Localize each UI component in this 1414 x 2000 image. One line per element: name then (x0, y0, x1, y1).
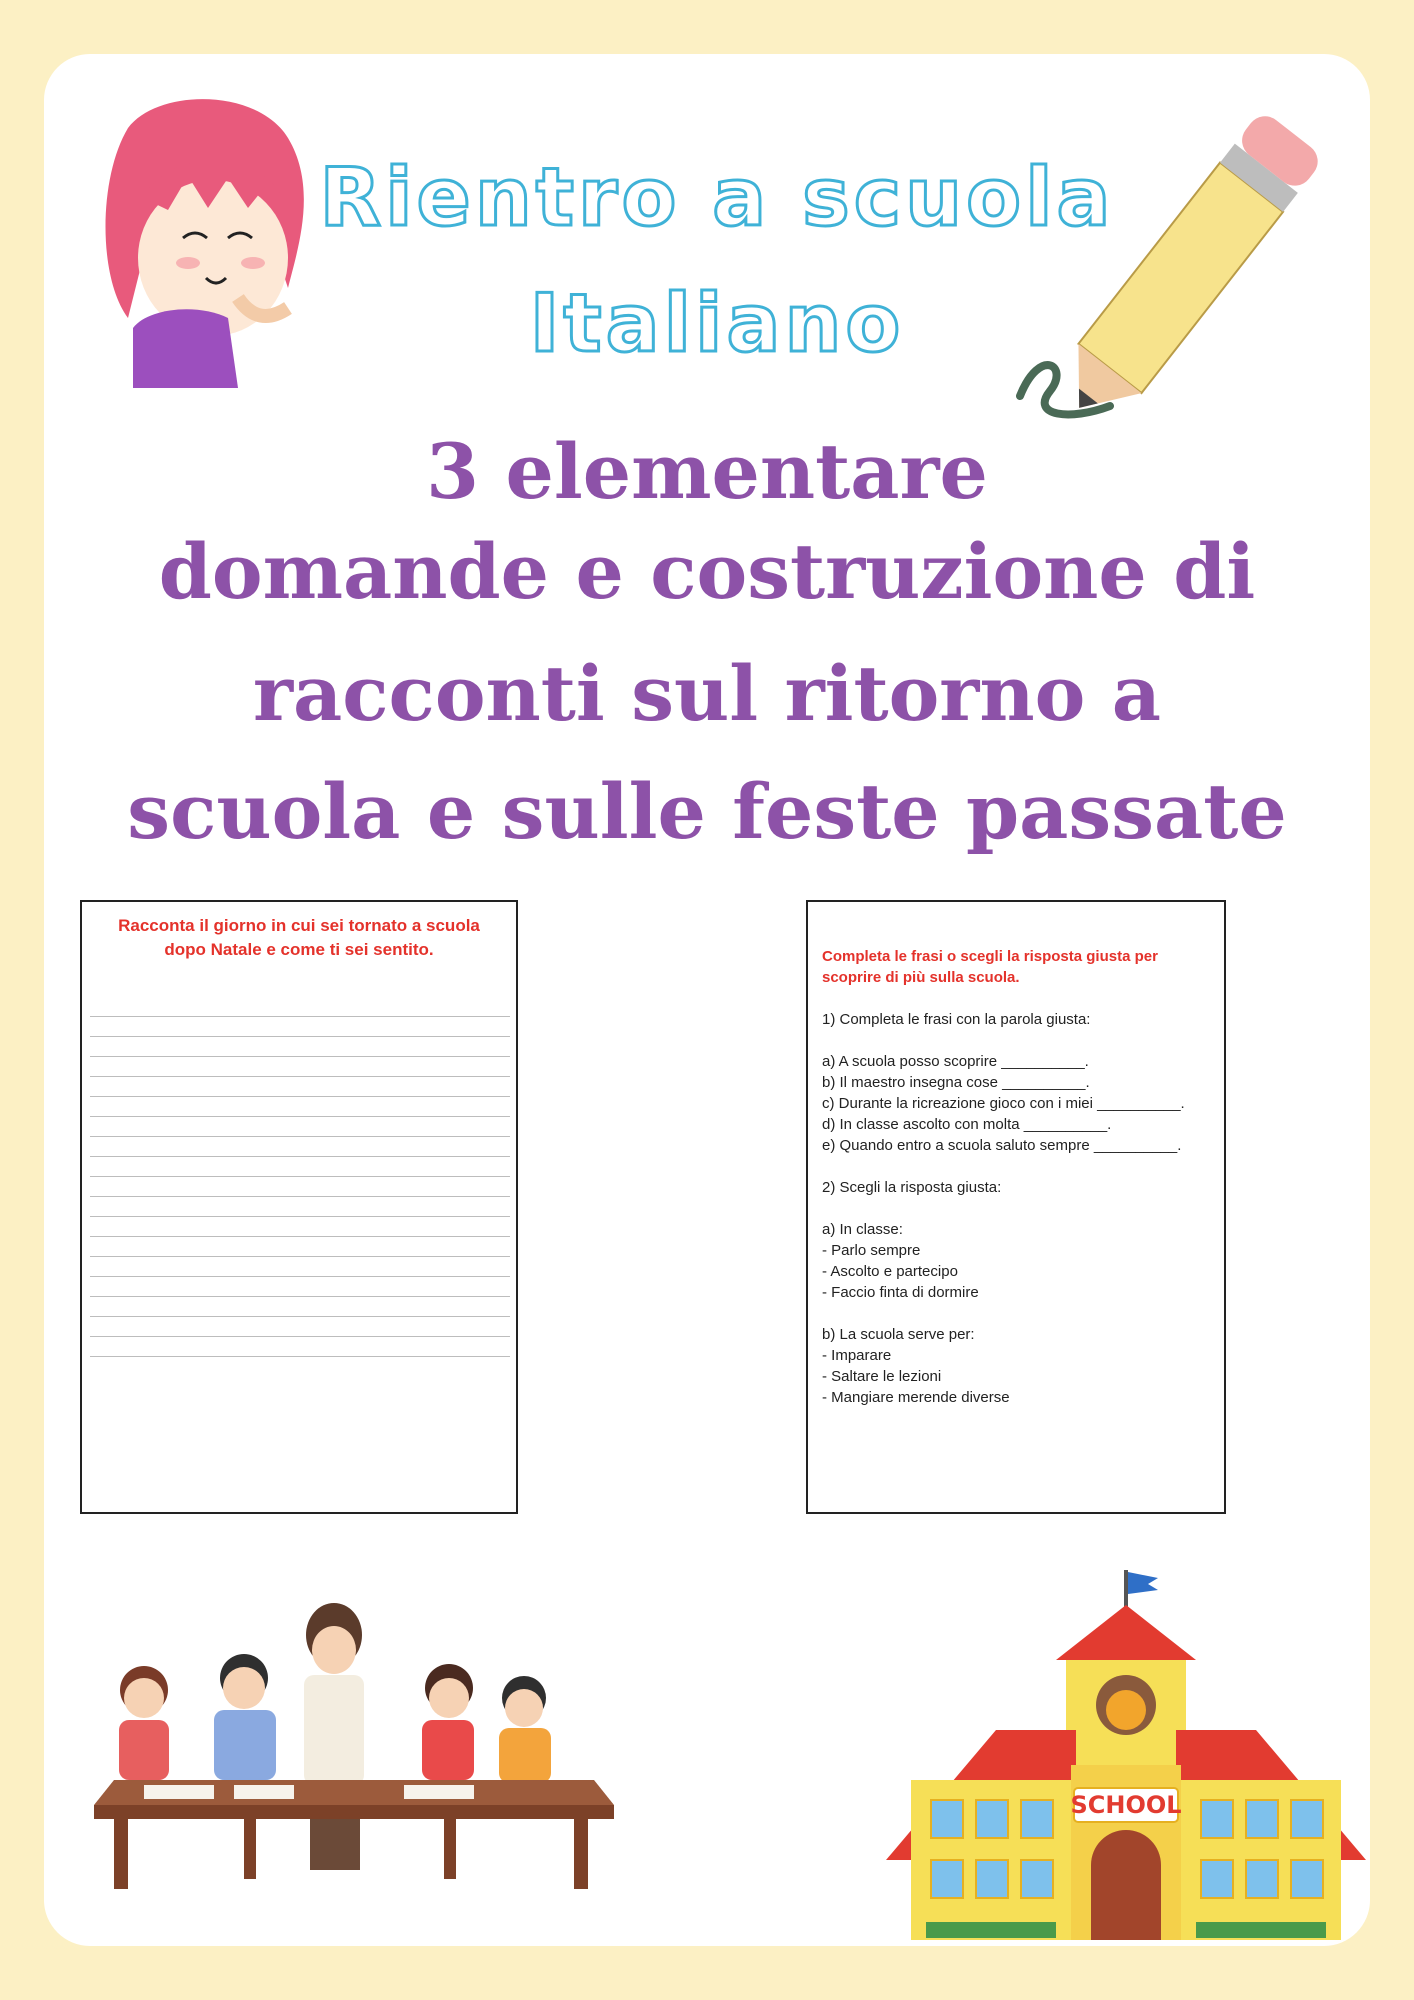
section-2-title: 2) Scegli la risposta giusta: (822, 1179, 1002, 1196)
subtitle-line-3: racconti sul ritorno a (253, 649, 1161, 738)
subtitle-line-4: scuola e sulle feste passate (127, 767, 1287, 856)
option-item: - Ascolto e partecipo (822, 1263, 958, 1280)
subtitle-line-2: domande e costruzione di (158, 527, 1256, 616)
question-a (822, 1219, 1214, 1303)
fill-item: d) In classe ascolto con molta __________. (822, 1116, 1112, 1133)
writing-worksheet-box (80, 900, 518, 1514)
fill-item: c) Durante la ricreazione gioco con i miei __________. (822, 1095, 1185, 1112)
option-item: - Mangiare merende diverse (822, 1389, 1010, 1406)
page-title-line-1: Rientro a scuola (319, 151, 1115, 244)
school-sign: SCHOOL (1070, 1791, 1182, 1819)
question-b (822, 1324, 1214, 1408)
writing-lines[interactable] (90, 1016, 510, 1376)
option-item: - Imparare (822, 1347, 892, 1364)
question-b-text: b) La scuola serve per: (822, 1326, 975, 1343)
exercise-worksheet-box (806, 900, 1226, 1514)
fill-items-list (822, 1051, 1214, 1156)
option-item: - Parlo sempre (822, 1242, 921, 1259)
exercise-intro: Completa le frasi o scegli la risposta giusta per scoprire di più sulla scuola. (822, 948, 1158, 986)
pencil-icon (1000, 96, 1380, 426)
page-title-line-2: Italiano (529, 277, 905, 370)
section-1-title: 1) Completa le frasi con la parola giusta: (822, 1011, 1091, 1028)
option-item: - Saltare le lezioni (822, 1368, 942, 1385)
writing-prompt: Racconta il giorno in cui sei tornato a scuola dopo Natale e come ti sei sentito. (118, 916, 480, 959)
fill-item: a) A scuola posso scoprire __________. (822, 1053, 1089, 1070)
fill-item: e) Quando entro a scuola saluto sempre __________. (822, 1137, 1182, 1154)
classroom-scene-icon (84, 1580, 624, 1900)
school-building-icon (876, 1560, 1376, 1960)
subtitle-line-1: 3 elementare (426, 427, 988, 516)
fill-item: b) Il maestro insegna cose __________. (822, 1074, 1090, 1091)
question-a-text: a) In classe: (822, 1221, 903, 1238)
option-item: - Faccio finta di dormire (822, 1284, 979, 1301)
